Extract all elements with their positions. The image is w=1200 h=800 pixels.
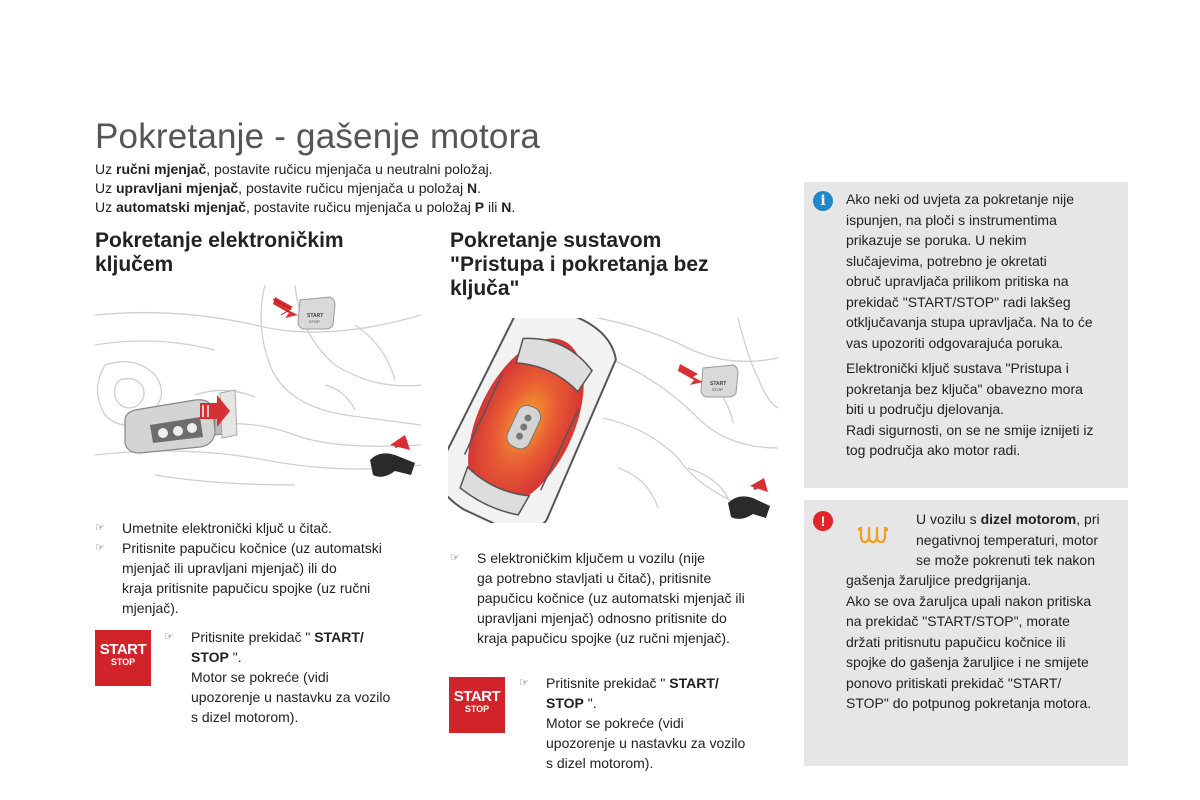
switch-label-small: STOP [309,319,320,324]
info-text [846,189,1126,461]
hand-pointer-icon: ☞ [519,677,529,689]
middle-start-instruction [519,673,779,773]
start-stop-button-icon: START STOP [449,677,505,733]
list-item: ☞ Pritisnite prekidač " START/ STOP ". Motor se pokreće (vidi upozorenje u nastavku za vozilo s dizel motorom). [164,629,391,725]
info-icon: i [813,191,833,211]
info-panel [804,182,1128,488]
start-stop-switch-top [298,297,335,329]
page-title: Pokretanje - gašenje motora [95,117,541,156]
red-arrow-icon [273,297,298,318]
info-paragraph-2: Elektronički ključ sustava "Pristupa i pokretanja bez ključa" obavezno mora biti u području djelovanja. Radi sigurnosti, on se ne smije iznijeti iz tog područja ako motor radi. [846,360,1094,458]
hand-pointer-icon: ☞ [95,542,105,554]
intro-line-3: Uz automatski mjenjač, postavite ručicu mjenjača u položaj P ili N. [95,199,516,215]
section-heading-electronic-key: Pokretanje elektroničkim ključem [95,229,344,276]
intro-text [95,160,515,217]
hand-pointer-icon: ☞ [164,631,174,643]
pedal-press-icon [728,478,770,519]
middle-instructions [450,548,780,648]
red-arrow-icon [678,364,703,385]
car-top-view-icon [448,318,630,523]
intro-line-1: Uz ručni mjenjač, postavite ručicu mjenjača u neutralni položaj. [95,161,493,177]
switch-label-small: STOP [712,387,723,392]
ignition-key-illustration [95,285,421,495]
list-item: ☞ Pritisnite papučicu kočnice (uz automatski mjenjač ili upravljani mjenjač) ili do kraja pritisnite papučicu spojke (uz ručni mjenjač). [95,540,382,616]
start-stop-switch-middle [701,365,738,397]
glow-plug-icon [856,526,890,548]
switch-label-big: START [710,381,727,387]
left-start-instruction [164,627,424,727]
warning-icon: ! [813,511,833,531]
left-instructions [95,518,425,618]
list-item: ☞ Pritisnite prekidač " START/ STOP ". Motor se pokreće (vidi upozorenje u nastavku za vozilo s dizel motorom). [519,675,746,771]
section-heading-keyless: Pokretanje sustavom "Pristupa i pokretanja bez ključa" [450,229,709,300]
pedal-press-icon [370,435,415,477]
warning-text-rest: gašenja žaruljice predgrijanja. Ako se ova žaruljca upali nakon pritiska na prekidač "START/STOP", morate držati pritisnutu papučicu kočnice ili spojke do gašenja žaruljice i ne smijete ponovo pritiskati prekidač "START/ STOP" do potpunog pokretanja motora. [846,572,1092,711]
hand-pointer-icon: ☞ [95,522,105,534]
hand-pointer-icon: ☞ [450,552,460,564]
keyless-start-illustration [448,318,778,523]
warning-panel [804,500,1128,766]
list-item: ☞ Umetnite elektronički ključ u čitač. [95,520,333,536]
switch-label-big: START [307,313,324,319]
intro-line-2: Uz upravljani mjenjač, postavite ručicu mjenjača u položaj N. [95,180,481,196]
info-paragraph-1: Ako neki od uvjeta za pokretanje nije ispunjen, na ploči s instrumentima prikazuje se poruka. U nekim slučajevima, potrebno je okretati obruč upravljača prilikom pritiska na prekidač "START/STOP" radi lakšeg otključavanja stupa upravljača. Na to će vas upozoriti odgovarajuća poruka. [846,191,1093,351]
start-stop-button-icon: START STOP [95,630,151,686]
list-item: ☞ S elektroničkim ključem u vozilu (nije ga potrebno stavljati u čitač), pritisnite papučicu kočnice (uz automatski mjenjač ili upravljani mjenjač) odnosno pritisnite do kraja papučicu spojke (uz ručni mjenjač). [450,550,745,646]
warning-text-top: U vozilu s dizel motorom, pri negativnoj temperaturi, motor se može pokrenuti tek nakon [916,511,1100,568]
